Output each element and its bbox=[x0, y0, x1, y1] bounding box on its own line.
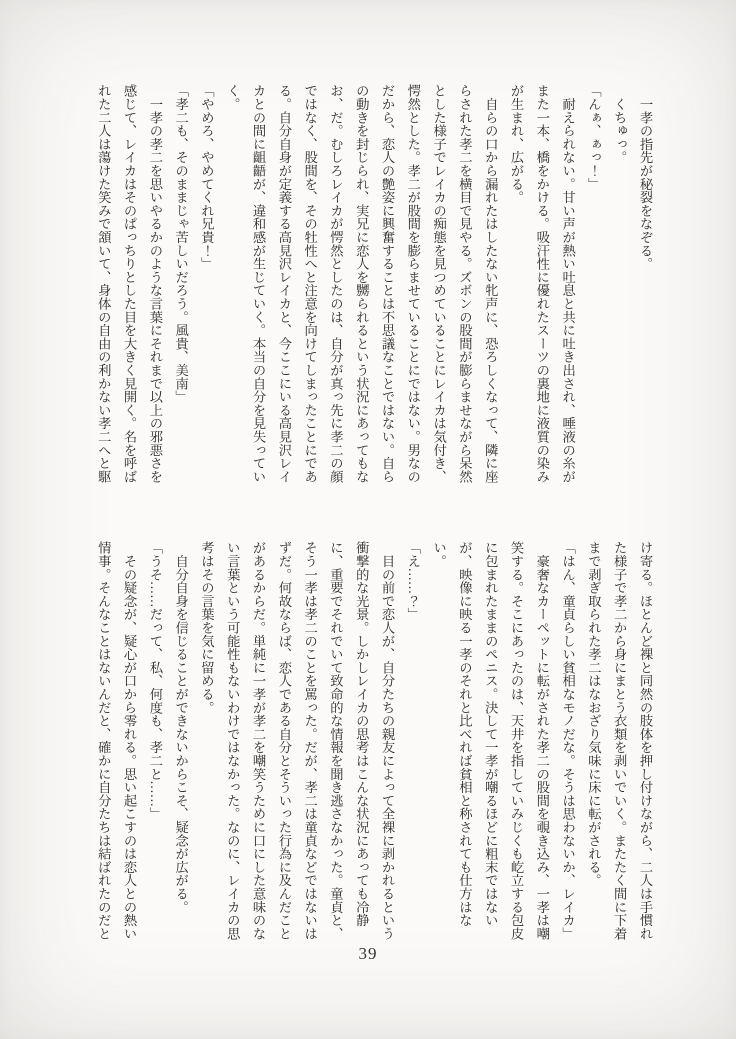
text-column: く。 bbox=[225, 84, 241, 111]
text-column: 一孝の孝二を思いやるかのような言葉にそれまで以上の邪悪さを bbox=[147, 84, 163, 483]
text-column: 愕然とした。孝二が股間を膨らませていることにではない。男なの bbox=[405, 84, 421, 483]
text-column: が、映像に映る一孝のそれと比べれば貧相と称されても仕方はな bbox=[457, 541, 473, 927]
text-column: 耐えられない。甘い声が熱い吐息と共に吐き出され、唾液の糸が bbox=[560, 84, 576, 483]
text-column: 目の前で恋人が、自分たちの親友によって全裸に剥かれるという bbox=[380, 541, 396, 940]
novel-text-block-lower bbox=[90, 541, 658, 947]
text-column: 「孝二も、そのままじゃ苦しいだろう。風貴、美南」 bbox=[173, 84, 189, 404]
text-column: らされた孝二を横目で見やる。ズボンの股間が膨らませながら呆然 bbox=[457, 84, 473, 483]
text-column: 自らの口から漏れたはしたない牝声に、恐ろしくなって、隣に座 bbox=[483, 84, 499, 483]
text-column: の動きを封じられ、実兄に恋人を嬲られるという状況にあってもな bbox=[354, 84, 370, 483]
text-column: 豪奢なカーペットに転がされた孝二の股間を覗き込み、一孝は嘲 bbox=[534, 541, 550, 940]
text-column: 「はん、童貞らしい貧相なモノだな。そうは思わないか、レイカ」 bbox=[560, 541, 576, 940]
text-column: 感じて、レイカはそのぱっちりとした目を大きく見開く。名を呼ば bbox=[122, 84, 138, 483]
text-column: カとの間に齟齬が、違和感が生じていく。本当の自分を見失ってい bbox=[251, 84, 267, 483]
text-column: 一孝の指先が秘裂をなぞる。 bbox=[638, 84, 653, 271]
text-column: 「え……？」 bbox=[405, 541, 421, 621]
text-column: お、だ。むしろレイカが愕然としたのは、自分が真っ先に孝二の顔 bbox=[328, 84, 344, 483]
text-column: れた二人は蕩けた笑みで頷いて、身体の自由の利かない孝二へと駆 bbox=[96, 84, 112, 483]
text-column: とした様子でレイカの痴態を見つめていることにレイカは気付き、 bbox=[431, 84, 447, 483]
text-column: ずだ。何故ならば、恋人である自分とそういった行為に及んだこと bbox=[276, 541, 292, 940]
page-number: 39 bbox=[358, 944, 378, 963]
text-column: 「うそ……だって、私、何度も、孝二と……」 bbox=[147, 541, 163, 821]
text-column: る。自分自身が定義する高見沢レイカと、今ここにいる高見沢レイ bbox=[276, 84, 292, 483]
text-column: 笑する。そこにあったのは、天井を指していみじくも屹立する包皮 bbox=[509, 541, 525, 940]
text-column: だから、恋人の艶姿に興奮することは不思議なことではない。自ら bbox=[380, 84, 396, 483]
text-column: に包まれたままのペニス。決して一孝が嘲るほどに粗末ではない bbox=[483, 541, 499, 927]
text-column: が生まれ、広がる。 bbox=[509, 84, 525, 204]
text-column: また一本、橋をかける。吸汗性に優れたスーツの裏地に液質の染み bbox=[534, 84, 550, 483]
text-column: け寄る。ほとんど裸と同然の肢体を押し付けながら、二人は手慣れ bbox=[638, 541, 653, 940]
text-column: そう一孝は孝二のことを罵った。だが、孝二は童貞などではないは bbox=[302, 541, 318, 940]
text-column: た様子で孝二から身にまとう衣類を剥いでいく。またたく間に下着 bbox=[612, 541, 628, 940]
text-column: その疑念が、疑心が口から零れる。思い起こすのは恋人との熱い bbox=[122, 541, 138, 940]
text-column: 考はその言葉を気に留める。 bbox=[199, 541, 215, 714]
text-column: があるからだ。単純に一孝が孝二を嘲笑うために口にした意味のな bbox=[251, 541, 267, 940]
text-column: 衝撃的な光景。しかしレイカの思考はこんな状況にあっても冷静 bbox=[354, 541, 370, 927]
text-column: い言葉という可能性もないわけではなかった。なのに、レイカの思 bbox=[225, 541, 241, 940]
text-column: 「やめろ、やめてくれ兄貴！」 bbox=[199, 84, 215, 271]
text-column: 「んぁ、ぁっ！」 bbox=[586, 84, 602, 191]
text-column: い。 bbox=[431, 541, 447, 568]
text-column: に、重要でそれでいて致命的な情報を聞き逃さなかった。童貞と、 bbox=[328, 541, 344, 940]
text-column: くちゅっ。 bbox=[612, 84, 628, 164]
text-column: まで剥ぎ取られた孝二はなおざり気味に床に転がされる。 bbox=[586, 541, 602, 887]
text-column: ではなく、股間を、その牡性へと注意を向けてしまったことにであ bbox=[302, 84, 318, 483]
novel-text-block-upper bbox=[90, 84, 658, 490]
text-column: 自分自身を信じることができないからこそ、疑念が広がる。 bbox=[173, 541, 189, 914]
text-column: 情事。そんなことはないんだと、確かに自分たちは結ばれたのだと bbox=[96, 541, 112, 940]
